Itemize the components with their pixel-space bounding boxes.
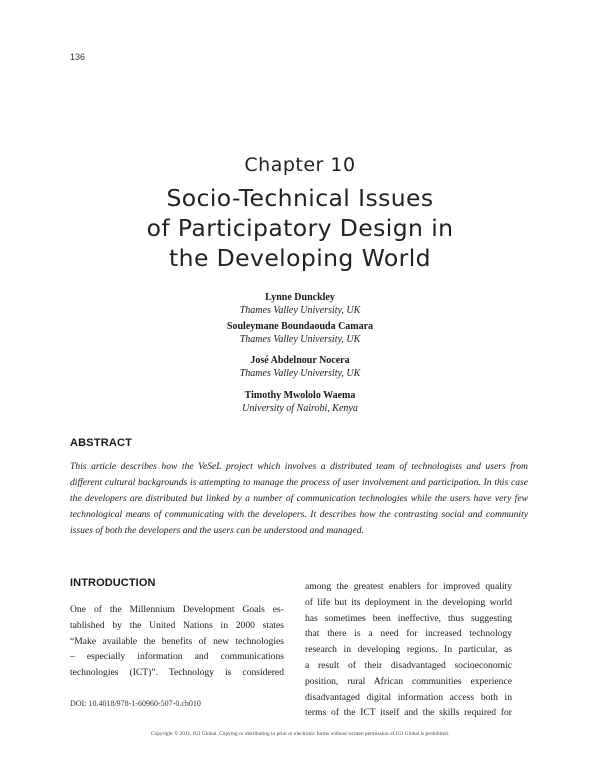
text-line: technologies (ICT)”. Technology is considered [70,667,284,679]
title-line: the Developing World [169,244,431,272]
abstract-heading: ABSTRACT [70,437,133,449]
author-affiliation: Thames Valley University, UK [239,334,361,345]
copyright-notice: Copyright © 2011, IGI Global. Copying or distributing in print or electronic forms without written permission of IGI Global is prohibited. [150,731,450,737]
text-line: One of the Millennium Development Goals es- [70,604,284,615]
author-name: Timothy Mwololo Waema [244,390,356,401]
author-block [0,320,600,346]
text-line: research in developing regions. In particular, as [305,644,512,656]
text-line: a result of their disadvantaged socioeconomic [305,659,512,671]
doi: DOI: 10.4018/978-1-60960-507-0.ch010 [70,699,201,708]
text-line: disadvantaged digital information access both in [305,691,512,703]
text-line: terms of the ICT itself and the skills required for [305,707,512,719]
text-line: has sometimes been ineffective, thus suggesting [305,612,512,624]
text-line: – especially information and communications [70,651,284,663]
chapter-title [60,183,540,273]
text-line: tablished by the United Nations in 2000 states [70,619,284,631]
text-line: among the greatest enablers for improved quality [305,581,512,592]
author-affiliation: Thames Valley University, UK [239,305,361,316]
text-line: position, rural African communities experience [305,675,512,687]
author-affiliation: University of Nairobi, Kenya [242,403,358,414]
abstract-text: This article describes how the VeSeL project which involves a distributed team of technologists and users from different cultural backgrounds is attempting to manage the process of user involvement and participation. In this case the developers are distributed but linked by a number of communication technologies while the users have very few technological means of communicating with the developers. It describes how the contrasting social and community issues of both the developers and the users can be understood and managed. [70,461,528,536]
chapter-label: Chapter 10 [244,154,356,176]
introduction-right-column [305,579,512,721]
author-block [0,291,600,317]
text-line: that there is a need for increased technology [305,628,512,640]
text-line: “Make available the benefits of new technologies [70,635,284,647]
author-affiliation: Thames Valley University, UK [239,368,361,379]
author-block [0,354,600,380]
introduction-left-column [70,602,284,681]
title-line: of Participatory Design in [146,214,454,242]
author-name: Lynne Dunckley [265,292,335,303]
introduction-heading: INTRODUCTION [70,577,156,589]
author-block [0,389,600,415]
page-number: 136 [70,52,86,62]
author-name: José Abdelnour Nocera [250,355,350,366]
author-name: Souleymane Boundaouda Camara [226,321,374,332]
text-line: of life but its deployment in the developing world [305,596,512,608]
title-line: Socio-Technical Issues [166,184,434,212]
